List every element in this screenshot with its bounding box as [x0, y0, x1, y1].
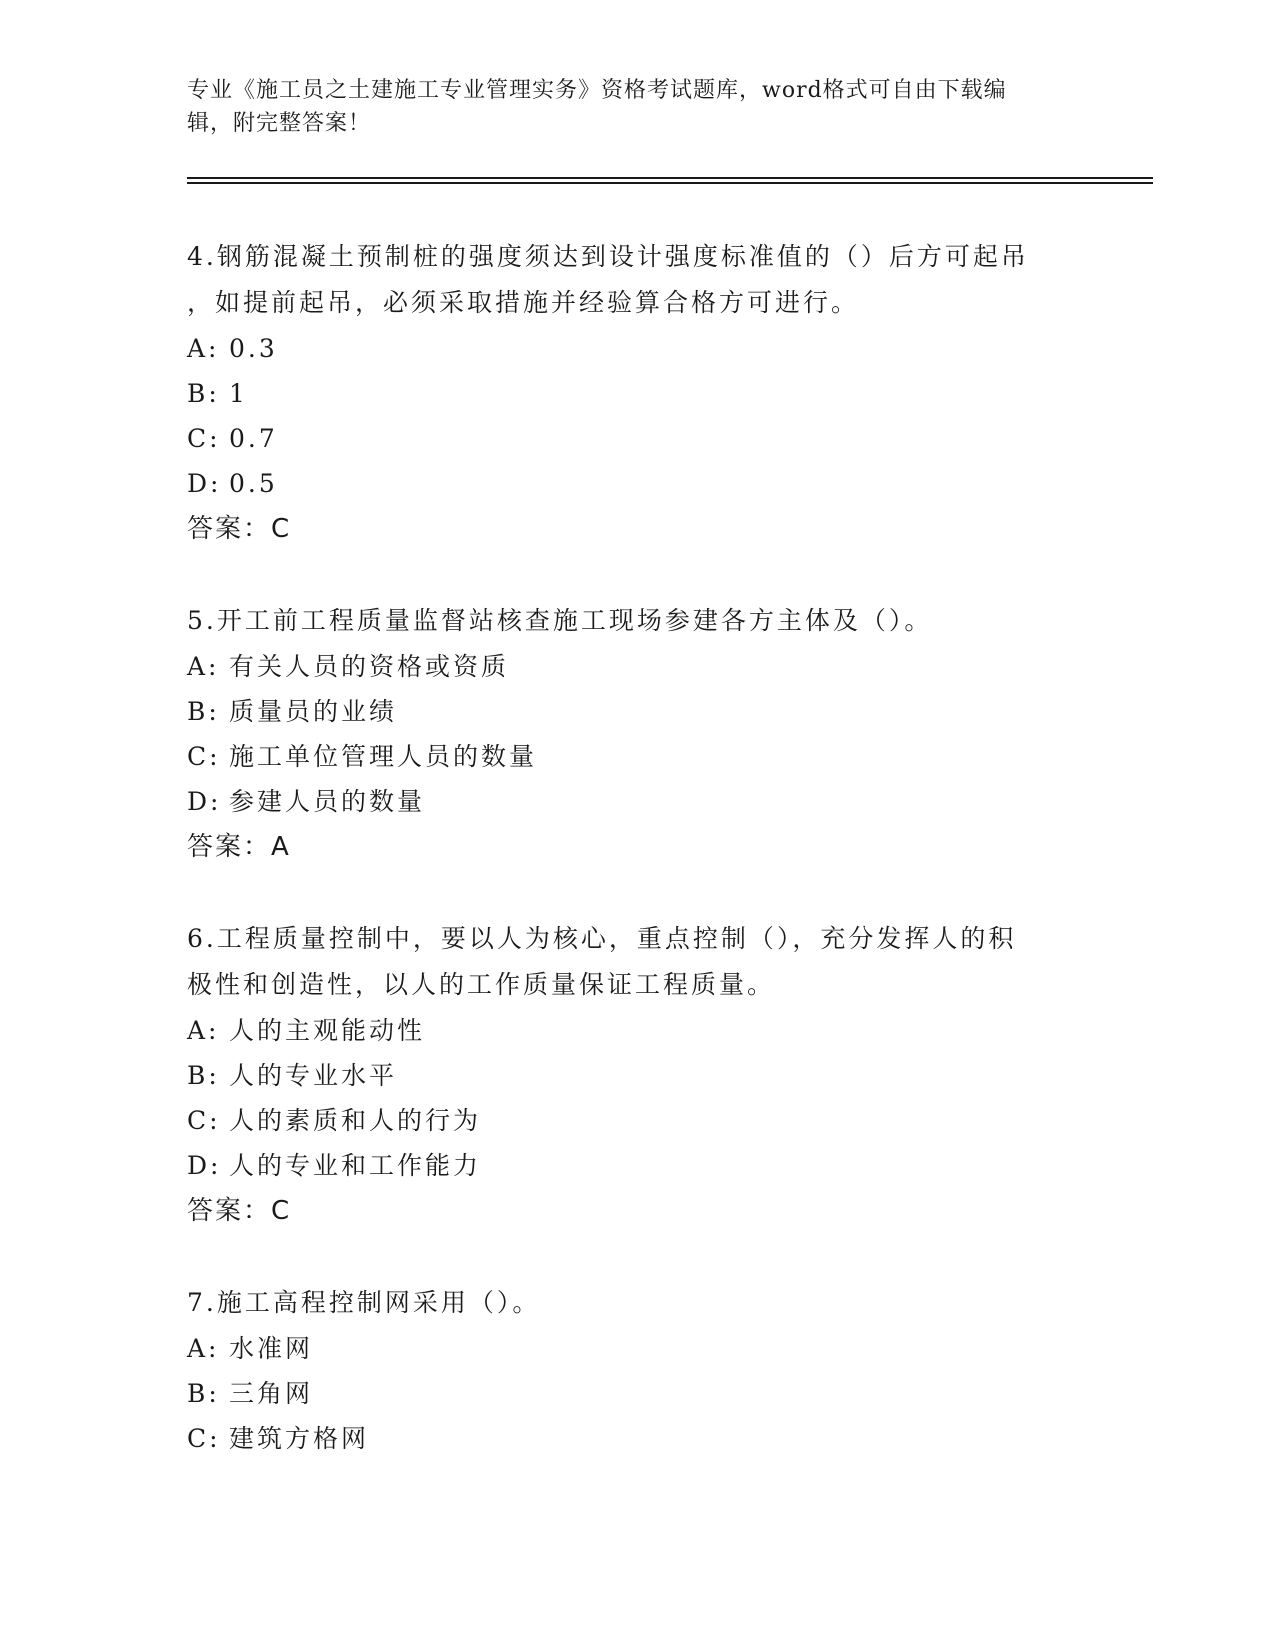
- option-a: [187, 1326, 1087, 1371]
- option-c: [187, 1098, 1087, 1143]
- option-text: 人的专业水平: [229, 1061, 398, 1090]
- answer-label: 答案：C: [187, 1196, 292, 1226]
- option-key: B:: [187, 1061, 220, 1090]
- question-7: [187, 1280, 1087, 1461]
- option-key: B:: [187, 379, 220, 408]
- question-4: [187, 234, 1087, 552]
- option-key: C:: [187, 1424, 221, 1453]
- option-text: 0.5: [229, 469, 278, 498]
- answer-label: 答案：A: [187, 832, 291, 862]
- option-d: [187, 779, 1087, 824]
- option-text: 三角网: [229, 1379, 314, 1408]
- option-text: 人的素质和人的行为: [229, 1106, 482, 1135]
- option-key: A:: [187, 334, 220, 363]
- option-c: [187, 416, 1087, 461]
- option-c: [187, 734, 1087, 779]
- option-key: A:: [187, 1016, 220, 1045]
- question-5: [187, 598, 1087, 870]
- option-text: 质量员的业绩: [229, 697, 398, 726]
- header-divider-top: [187, 177, 1153, 179]
- question-stem-line-2: 极性和创造性，以人的工作质量保证工程质量。: [187, 970, 776, 999]
- option-key: D:: [187, 787, 222, 816]
- option-a: [187, 326, 1087, 371]
- header-line-1: 专业《施工员之土建施工专业管理实务》资格考试题库，word格式可自由下载编: [187, 78, 1007, 103]
- question-list: [187, 234, 1087, 1507]
- option-key: C:: [187, 742, 221, 771]
- option-d: [187, 461, 1087, 506]
- option-key: D:: [187, 469, 222, 498]
- option-text: 人的主观能动性: [229, 1016, 426, 1045]
- header-line-2: 辑，附完整答案！: [187, 111, 372, 136]
- option-text: 建筑方格网: [229, 1424, 370, 1453]
- option-b: [187, 1371, 1087, 1416]
- document-header: [187, 74, 1067, 140]
- header-divider-bottom: [187, 182, 1153, 184]
- option-key: C:: [187, 424, 221, 453]
- option-key: A:: [187, 1334, 220, 1363]
- option-text: 1: [229, 379, 248, 408]
- option-text: 施工单位管理人员的数量: [229, 742, 538, 771]
- option-a: [187, 644, 1087, 689]
- option-c: [187, 1416, 1087, 1461]
- question-stem-line-1: 7.施工高程控制网采用（）。: [187, 1288, 541, 1317]
- option-d: [187, 1143, 1087, 1188]
- question-stem-line-1: 4.钢筋混凝土预制桩的强度须达到设计强度标准值的（）后方可起吊: [187, 242, 1029, 271]
- option-a: [187, 1008, 1087, 1053]
- question-6: [187, 916, 1087, 1234]
- answer-label: 答案：C: [187, 514, 292, 544]
- option-text: 0.3: [229, 334, 278, 363]
- option-b: [187, 371, 1087, 416]
- question-stem-line-2: ，如提前起吊，必须采取措施并经验算合格方可进行。: [187, 288, 860, 317]
- option-text: 参建人员的数量: [229, 787, 426, 816]
- option-b: [187, 689, 1087, 734]
- option-text: 有关人员的资格或资质: [229, 652, 510, 681]
- option-b: [187, 1053, 1087, 1098]
- option-key: B:: [187, 1379, 220, 1408]
- question-stem-line-1: 5.开工前工程质量监督站核查施工现场参建各方主体及（）。: [187, 606, 933, 635]
- option-key: C:: [187, 1106, 221, 1135]
- question-stem-line-1: 6.工程质量控制中，要以人为核心，重点控制（），充分发挥人的积: [187, 924, 1017, 953]
- option-text: 0.7: [229, 424, 278, 453]
- option-text: 人的专业和工作能力: [229, 1151, 482, 1180]
- option-key: D:: [187, 1151, 222, 1180]
- option-key: A:: [187, 652, 220, 681]
- option-text: 水准网: [229, 1334, 314, 1363]
- option-key: B:: [187, 697, 220, 726]
